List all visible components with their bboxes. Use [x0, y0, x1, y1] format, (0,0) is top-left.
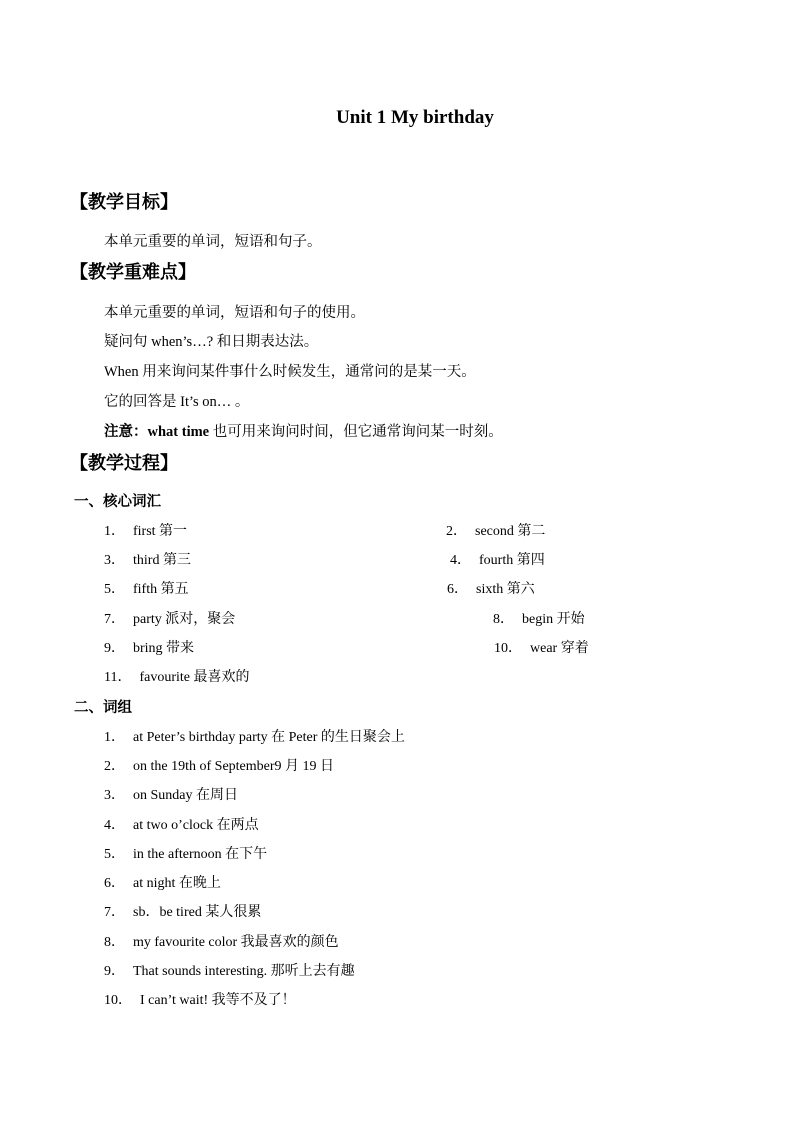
vocab-item: 9． bring 带来 [104, 641, 195, 656]
vocab-item: 5． fifth 第五 [104, 582, 189, 597]
phrase-item: 10． I can’t wait! 我等不及了！ [104, 993, 296, 1008]
vocab-heading: 一、核心词汇 [74, 494, 161, 510]
note-label: 注意： [104, 424, 148, 440]
note-keyword: what time [147, 424, 210, 440]
phrase-item: 4． at two o’clock 在两点 [104, 818, 259, 833]
phrase-item: 2． on the 19th of September9 月 19 日 [104, 759, 335, 774]
phrase-item: 5． in the afternoon 在下午 [104, 847, 268, 862]
vocab-item: 6． sixth 第六 [447, 582, 535, 597]
vocab-item: 11． favourite 最喜欢的 [104, 670, 250, 685]
vocab-item: 10． wear 穿着 [494, 641, 589, 656]
note-line [104, 422, 503, 442]
vocab-item: 1． first 第一 [104, 524, 188, 539]
goal-line: 本单元重要的单词，短语和句子。 [104, 234, 322, 250]
heading-teaching-goals: 【教学目标】 [70, 192, 178, 212]
key-point-line: 它的回答是 It’s on… 。 [104, 394, 250, 410]
phrase-item: 9． That sounds interesting. 那听上去有趣 [104, 964, 355, 979]
document-title: Unit 1 My birthday [336, 107, 494, 128]
heading-key-points: 【教学重难点】 [70, 262, 196, 282]
vocab-item: 8． begin 开始 [493, 612, 585, 627]
phrase-heading: 二、词组 [74, 700, 132, 716]
vocab-item: 3． third 第三 [104, 553, 191, 568]
vocab-item: 7． party 派对，聚会 [104, 612, 236, 627]
phrase-item: 7． sb．be tired 某人很累 [104, 905, 262, 920]
vocab-item: 2． second 第二 [446, 524, 546, 539]
vocab-item: 4． fourth 第四 [450, 553, 545, 568]
key-point-line: When 用来询问某件事什么时候发生，通常问的是某一天。 [104, 364, 476, 380]
key-point-line: 本单元重要的单词，短语和句子的使用。 [104, 305, 365, 321]
phrase-item: 6． at night 在晚上 [104, 876, 221, 891]
note-text: 也可用来询问时间，但它通常询问某一时刻。 [209, 424, 503, 440]
key-point-line: 疑问句 when’s…? 和日期表达法。 [104, 334, 319, 350]
phrase-item: 1． at Peter’s birthday party 在 Peter 的生日聚会上 [104, 730, 405, 745]
phrase-item: 8． my favourite color 我最喜欢的颜色 [104, 935, 339, 950]
phrase-item: 3． on Sunday 在周日 [104, 788, 238, 803]
heading-teaching-process: 【教学过程】 [70, 453, 178, 473]
